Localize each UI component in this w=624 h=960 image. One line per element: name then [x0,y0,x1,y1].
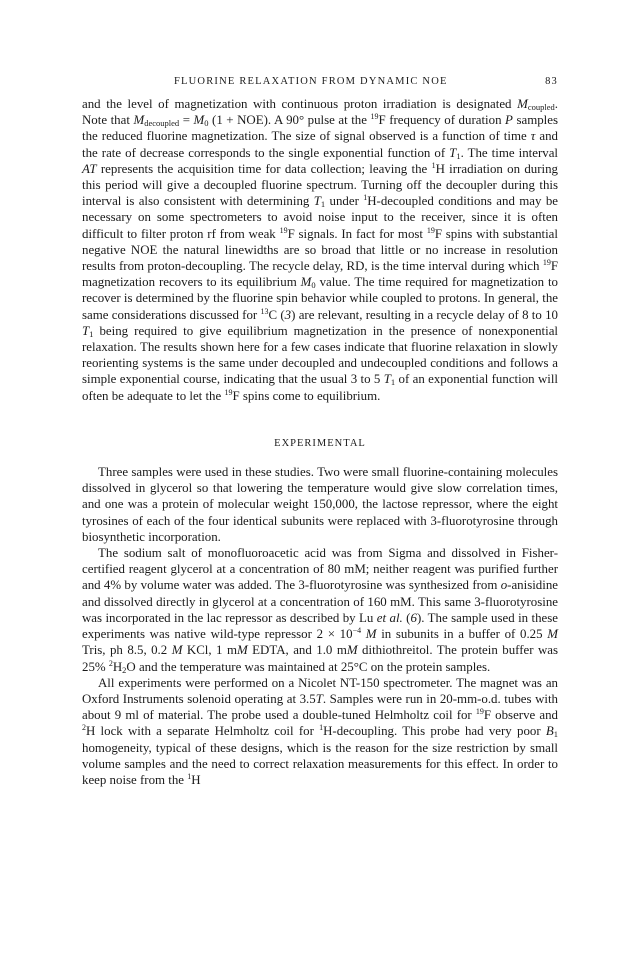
paragraph-samples: Three samples were used in these studies. Two were small fluorine-containing molecules dissolved in glycerol so that lowering the temperature would give slow correlation times, and one was a protein of molecular weight 150,000, the lactose repressor, where the eight tyrosines of each of the four identical subunits were replaced with 3-fluorotyrosine through biosynthetic incorporation. [82,465,558,544]
paragraph-sample-preparation: The sodium salt of monofluoroacetic acid was from Sigma and dissolved in Fisher-certified reagent glycerol at a concentration of 80 mM; neither reagent was purified further and 4% by volume water was added. The 3-fluorotyrosine was synthesized from o-anisidine and dissolved directly in glycerol at a concentration of 160 mM. This same 3-fluorotyrosine was incorporated in the lac repressor as described by Lu et al. (6). The sample used in these experiments was native wild-type repressor $2 \times 10^{-4}$ M in subunits in a buffer of 0.25 M Tris, ph 8.5, 0.2 M KCl, 1 mM EDTA, and 1.0 mM dithiothreitol. The protein buffer was 25% $^2H_2O$ and the temperature was maintained at 25°C on the protein samples. [82,546,559,675]
paragraph-instrumentation: All experiments were performed on a Nicolet NT-150 spectrometer. The magnet was an Oxford Instruments solenoid operating at 3.5T. Samples were run in 20-mm-o.d. tubes with about 9 ml of material. The probe used a double-tuned Helmholtz coil for $^{19}$F observe and $^2$H lock with a separate Helmholtz coil for $^1$H-decoupling. This probe had very poor $B_1$ homogeneity, typical of these designs, which is the reason for the size restriction by small volume samples and the need to correct relaxation measurements for this effect. In order to keep noise from the $^1$H [82,675,558,787]
body-text [82,96,558,788]
section-heading-experimental: EXPERIMENTAL [274,437,366,449]
page-number: 83 [545,76,558,87]
paragraph-relaxation-method: and the level of magnetization with continuous proton irradiation is designated $M_{coupled}$. Note that $M_{decoupled} = M_0$ (1 + NOE). A 90° pulse at the $^{19}$F frequency of duration P samples the reduced fluorine magnetization. The size of signal observed is a function of time τ and the rate of decrease corresponds to the single exponential function of $T_1$. The time interval AT represents the acquisition time for data collection; leaving the $^1$H irradiation on during this period will give a decoupled fluorine spectrum. Turning off the decoupler during this interval is also consistent with determining $T_1$ under $^1$H-decoupled conditions and may be necessary on some spectrometers to avoid noise input to the receiver, since it is often difficult to filter proton rf from weak $^{19}$F signals. In fact for most $^{19}$F spins with substantial negative NOE the natural linewidths are so broad that little or no increase in resolution results from proton-decoupling. The recycle delay, RD, is the time interval during which $^{19}$F magnetization recovers to its equilibrium $M_0$ value. The time required for magnetization to recover is determined by the fluorine spin behavior while coupled to protons. In general, the same considerations discussed for $^{13}$C (3) are relevant, resulting in a recycle delay of 8 to 10 $T_1$ being required to give equilibrium magnetization in the presence of nonexponential relaxation. The results shown here for a few cases indicate that fluorine relaxation in slowly reorienting systems is the same under decoupled and undecoupled conditions and follows a simple exponential course, indicating that the usual 3 to 5 $T_1$ of an exponential function will often be adequate to let the $^{19}$F spins come to equilibrium. [82,97,559,403]
running-title: FLUORINE RELAXATION FROM DYNAMIC NOE [174,76,448,87]
